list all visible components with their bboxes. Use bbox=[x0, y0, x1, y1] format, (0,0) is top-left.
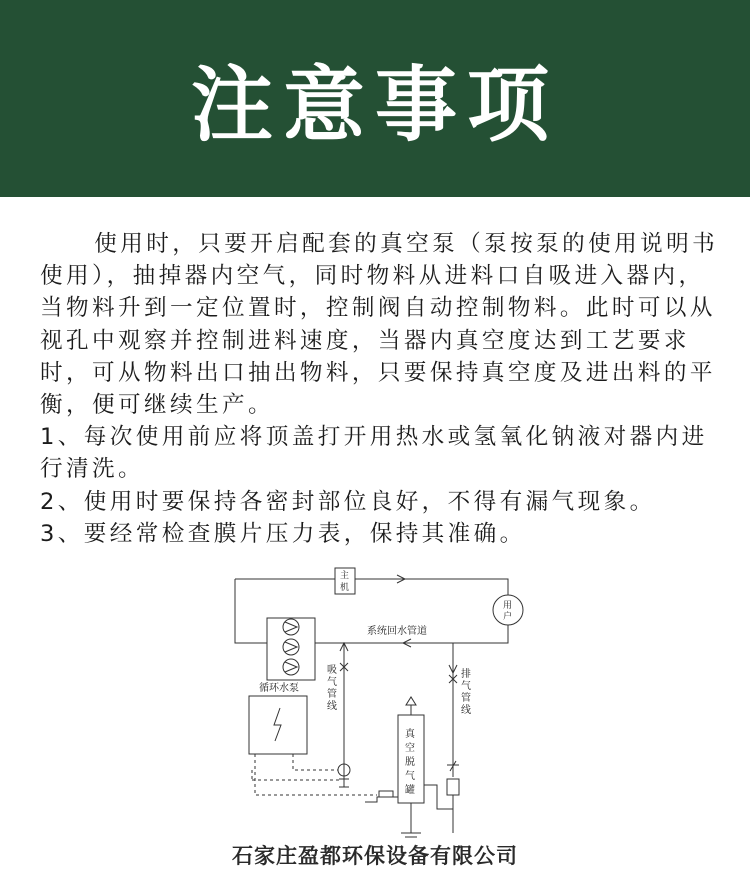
pump-label: 循环水泵 bbox=[259, 683, 299, 694]
host-label: 机 bbox=[340, 583, 350, 593]
exhaust-label: 排 bbox=[461, 669, 471, 680]
tank-label: 罐 bbox=[405, 785, 415, 796]
tank-label: 气 bbox=[405, 771, 415, 782]
suction-label: 线 bbox=[327, 701, 337, 712]
host-label: 主 bbox=[340, 571, 350, 581]
tank-label: 脱 bbox=[405, 757, 415, 768]
page-title: 注意事项 bbox=[190, 58, 559, 153]
list-item: 2、使用时要保持各密封部位良好，不得有漏气现象。 bbox=[40, 488, 656, 515]
supply-pipe bbox=[235, 579, 508, 595]
tank-label: 真 bbox=[405, 729, 415, 740]
intro-paragraph: 使用时，只要开启配套的真空泵（泵按泵的使用说明书使用），抽掉器内空气，同时物料从进料口自吸进入器内，当物料升到一定位置时，控制阀自动控制物料。此时可以从视孔中观察并控制进料速度，当器内真空度达到工艺要求时，可从物料出口抽出物料，只要保持真空度及进出料的平衡，便可继续生产。 bbox=[40, 231, 719, 419]
list-item: 1、每次使用前应将顶盖打开用热水或氢氧化钠液对器内进行清洗。 bbox=[40, 424, 708, 483]
tank-label: 空 bbox=[405, 743, 415, 754]
suction-label: 管 bbox=[327, 689, 337, 700]
suction-label: 气 bbox=[327, 677, 337, 688]
user-label: 户 bbox=[503, 612, 513, 622]
exhaust-label: 管 bbox=[461, 693, 471, 704]
instructions bbox=[40, 228, 730, 550]
list-item: 3、要经常检查膜片压力表，保持其准确。 bbox=[40, 520, 526, 547]
exhaust-label: 线 bbox=[461, 705, 471, 716]
user-label: 用 bbox=[503, 601, 513, 611]
suction-label: 吸 bbox=[327, 665, 337, 676]
control-wire bbox=[255, 754, 377, 795]
return-pipe-label: 系统回水管道 bbox=[367, 626, 427, 637]
company-name: 石家庄盈都环保设备有限公司 bbox=[232, 843, 518, 868]
header-banner bbox=[0, 0, 750, 197]
filter-icon bbox=[447, 779, 459, 795]
exhaust-label: 气 bbox=[461, 681, 471, 692]
system-diagram bbox=[225, 565, 545, 845]
